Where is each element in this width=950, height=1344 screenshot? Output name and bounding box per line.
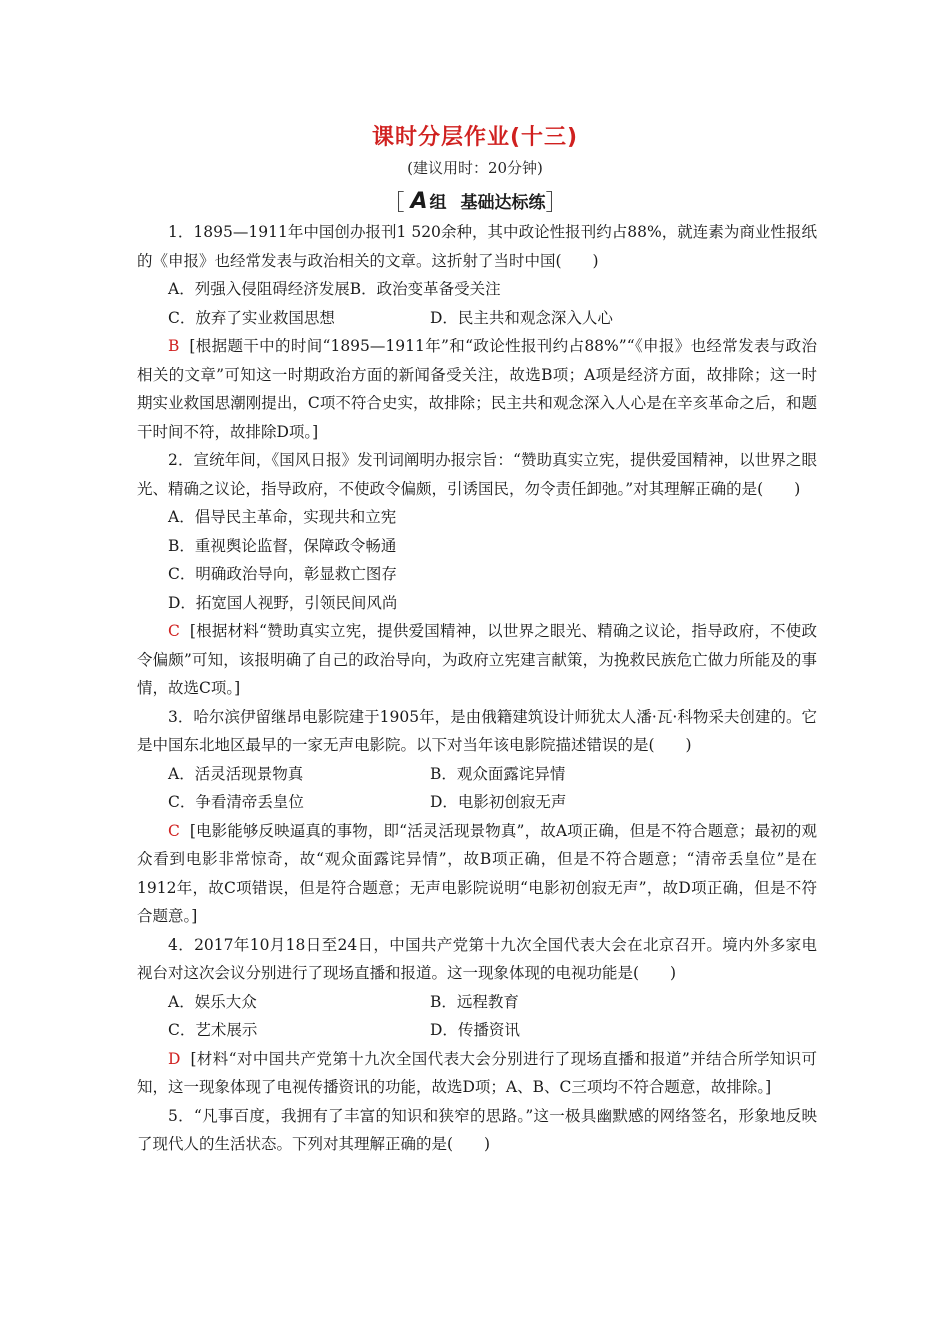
option-b: B．远程教育 xyxy=(430,992,519,1011)
option-c: C．艺术展示 xyxy=(168,1021,258,1039)
group-label: 组 xyxy=(429,193,447,213)
group-title: 基础达标练 xyxy=(460,193,546,213)
question-stem-1: 1．1895—1911年中国创办报刊1 520余种，其中政论性报刊约占88%，就连素为商业性报纸的《申报》也经常发表与政治相关的文章。这折射了当时中国( ) xyxy=(137,223,817,270)
answer-letter: C xyxy=(168,622,180,640)
question-stem-2: 2．宣统年间，《国风日报》发刊词阐明办报宗旨：“赞助真实立宪，提供爱国精神，以世界之眼光、精确之议论，指导政府，不使政令偏颇，引诱国民，勿令责任卸弛。”对其理解正确的是( ) xyxy=(137,451,817,498)
option-b: B．政治变革备受关注 xyxy=(349,280,501,298)
answer-explanation-3 xyxy=(137,817,817,931)
bracket-open: ［ xyxy=(382,191,405,216)
answer-letter: C xyxy=(168,821,180,840)
option-row xyxy=(137,788,817,817)
answer-letter: D xyxy=(168,1049,181,1068)
option-a: A．娱乐大众 xyxy=(168,992,257,1011)
question-list xyxy=(137,218,817,1159)
option-a: A．活灵活现景物真 xyxy=(168,764,304,783)
option-row xyxy=(137,988,817,1017)
section-heading xyxy=(0,186,950,217)
option-d: D．民主共和观念深入人心 xyxy=(430,308,613,327)
option-d: D．拓宽国人视野，引领民间风尚 xyxy=(168,593,398,612)
option-a: A．倡导民主革命，实现共和立宪 xyxy=(168,508,397,526)
option-d: D．电影初创寂无声 xyxy=(430,793,567,811)
explanation-text: [电影能够反映逼真的事物，即“活灵活现景物真”，故A项正确，但是不符合题意；最初的观众看到电影非常惊奇，故“观众面露诧异情”，故B项正确，但是不符合题意；“清帝丢皇位”是在1912年，故C项错误，但是符合题意；无声电影院说明“电影初创寂无声”，故D项正确，但是不符合题意。] xyxy=(137,821,817,925)
option-c: C．争看清帝丢皇位 xyxy=(168,793,304,811)
explanation-text: [材料“对中国共产党第十九次全国代表大会分别进行了现场直播和报道”并结合所学知识可知，这一现象体现了电视传播资讯的功能，故选D项；A、B、C三项均不符合题意，故排除。] xyxy=(137,1049,817,1096)
option-d: D．传播资讯 xyxy=(430,1021,520,1039)
option-a: A．列强入侵阻碍经济发展 xyxy=(168,280,350,298)
question-stem-3: 3．哈尔滨伊留继昂电影院建于1905年，是由俄籍建筑设计师犹太人潘·瓦·科物采夫创建的。它是中国东北地区最早的一家无声电影院。以下对当年该电影院描述错误的是( ) xyxy=(137,707,817,754)
group-letter: A xyxy=(410,189,428,214)
page-title: 课时分层作业(十三) xyxy=(371,125,579,150)
bracket-close: ］ xyxy=(545,191,568,216)
answer-explanation-1 xyxy=(137,332,817,446)
option-b: B．观众面露诧异情 xyxy=(430,764,566,783)
option-c: C．放弃了实业救国思想 xyxy=(168,308,335,327)
suggested-time: (建议用时：20分钟) xyxy=(407,159,543,177)
option-row xyxy=(137,275,817,304)
explanation-text: [根据材料“赞助真实立宪，提供爱国精神，以世界之眼光、精确之议论，指导政府，不使政令偏颇”可知，该报明确了自己的政治导向，为政府立宪建言献策，为挽救民族危亡做力所能及的事情，故选C项。] xyxy=(137,622,817,697)
answer-letter: B xyxy=(168,337,180,355)
option-row xyxy=(137,760,817,789)
answer-explanation-2 xyxy=(137,617,817,703)
option-row xyxy=(137,1016,817,1045)
option-row xyxy=(137,304,817,333)
answer-explanation-4 xyxy=(137,1045,817,1102)
question-stem-5: 5．“凡事百度，我拥有了丰富的知识和狭窄的思路。”这一极具幽默感的网络签名，形象地反映了现代人的生活状态。下列对其理解正确的是( ) xyxy=(137,1106,817,1153)
explanation-text: [根据题干中的时间“1895—1911年”和“政论性报刊约占88%”“《申报》也经常发表与政治相关的文章”可知这一时期政治方面的新闻备受关注，故选B项；A项是经济方面，故排除；这一时期实业救国思潮刚提出，C项不符合史实，故排除；民主共和观念深入人心是在辛亥革命之后，和题干时间不符，故排除D项。] xyxy=(137,337,817,441)
option-b: B．重视舆论监督，保障政令畅通 xyxy=(168,536,397,555)
question-stem-4: 4．2017年10月18日至24日，中国共产党第十九次全国代表大会在北京召开。境内外多家电视台对这次会议分别进行了现场直播和报道。这一现象体现的电视功能是( ) xyxy=(137,935,817,982)
option-c: C．明确政治导向，彰显救亡图存 xyxy=(168,565,397,583)
